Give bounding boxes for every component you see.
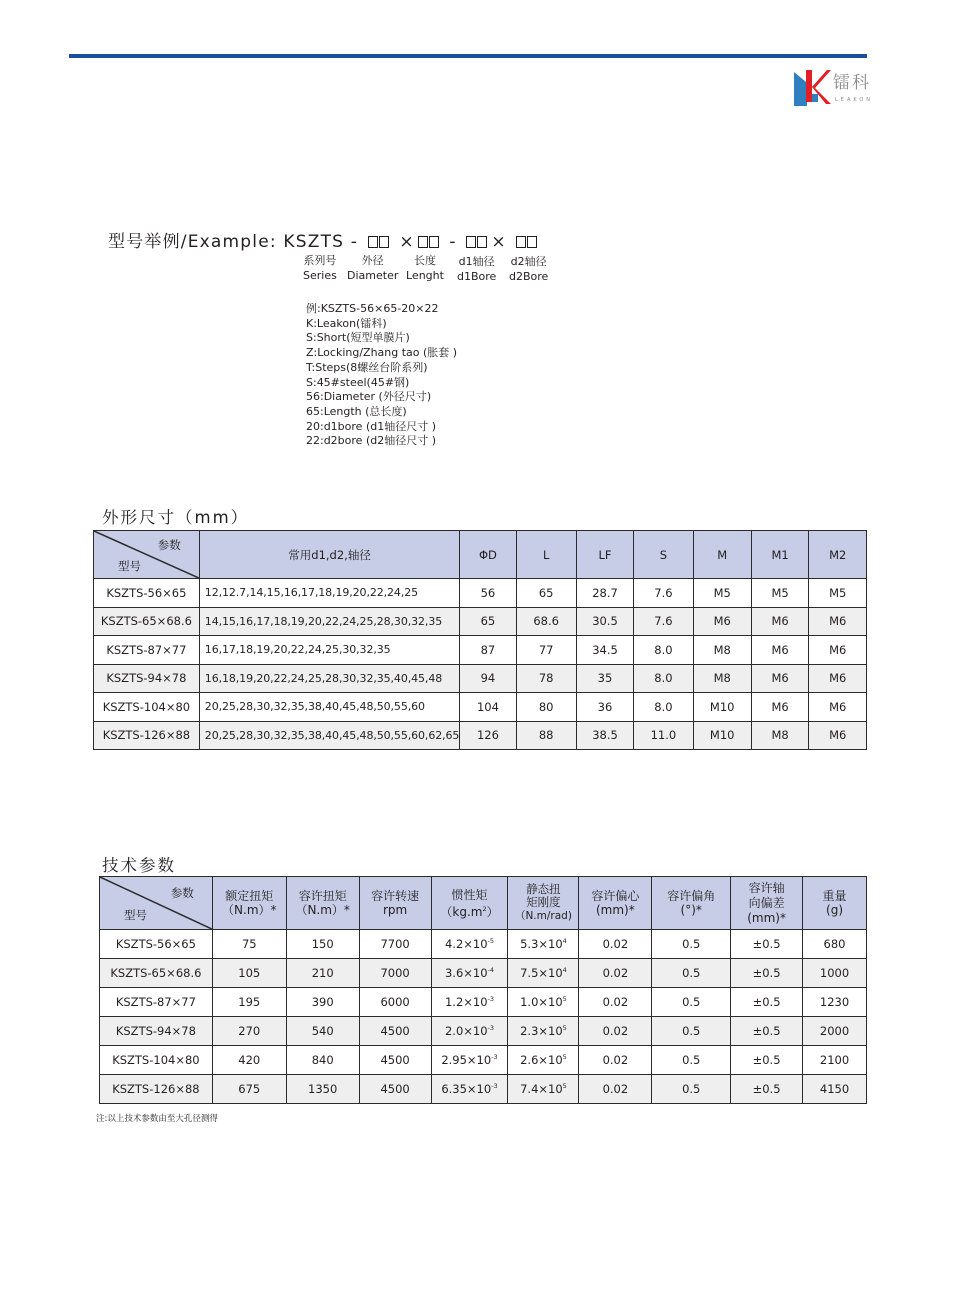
speed-cell: 7700: [359, 930, 431, 959]
value-cell: 104: [460, 693, 516, 722]
model-cell: KSZTS-56×65: [100, 930, 213, 959]
bore-list-cell: 14,15,16,17,18,19,20,22,24,25,28,30,32,35: [199, 607, 460, 636]
header-axial: 容许轴 向偏差 (mm)*: [731, 877, 803, 930]
weight-cell: 680: [803, 930, 867, 959]
value-cell: M6: [809, 636, 867, 665]
corner-header: [100, 877, 213, 930]
column-header: M: [693, 531, 751, 579]
value-cell: M6: [751, 664, 809, 693]
speed-cell: 7000: [359, 959, 431, 988]
table-header-row: [100, 877, 867, 930]
rated-torque-cell: 105: [212, 959, 286, 988]
brand-logo: [793, 68, 873, 108]
model-cell: KSZTS-87×77: [94, 636, 200, 665]
example-line: 22:d2bore (d2轴径尺寸 ): [306, 434, 437, 448]
column-header: ΦD: [460, 531, 516, 579]
inertia-cell: $4.2\times 10^{-5}$: [431, 930, 508, 959]
example-line: T:Steps(8螺丝台阶系列): [306, 360, 428, 374]
bore-list-cell: 16,17,18,19,20,22,24,25,30,32,35: [199, 636, 460, 665]
example-line: Z:Locking/Zhang tao (胀套 ): [306, 346, 458, 360]
value-cell: 7.6: [634, 579, 693, 608]
legend-diameter: 外径 Diameter: [347, 254, 399, 282]
corner-param-label: 参数: [170, 886, 194, 900]
value-cell: M6: [809, 721, 867, 750]
ecc-cell: 0.02: [579, 959, 652, 988]
table-row: [100, 930, 867, 959]
header-rated-torque: 额定扭矩 （N.m）*: [212, 877, 286, 930]
axial-cell: ±0.5: [731, 1075, 803, 1104]
header-inertia: 惯性矩 $(kg.m^2)$: [431, 877, 508, 930]
legend-d2: d2轴径 d2Bore: [509, 255, 549, 283]
axial-cell: ±0.5: [731, 1017, 803, 1046]
max-torque-cell: 150: [286, 930, 359, 959]
example-line: 56:Diameter (外径尺寸): [306, 390, 432, 404]
dimensions-table: [93, 530, 867, 750]
example-line: 65:Length (总长度): [306, 404, 407, 418]
value-cell: 30.5: [576, 607, 634, 636]
angle-cell: 0.5: [652, 1046, 731, 1075]
value-cell: M8: [693, 636, 751, 665]
value-cell: 35: [576, 664, 634, 693]
angle-cell: 0.5: [652, 959, 731, 988]
stiffness-cell: $2.6\times 10^5$: [508, 1046, 579, 1075]
weight-cell: 1230: [803, 988, 867, 1017]
ecc-cell: 0.02: [579, 1075, 652, 1104]
example-line: K:Leakon(镭科): [306, 316, 387, 330]
d2-placeholder: [516, 232, 538, 252]
table-row: [94, 636, 867, 665]
value-cell: 126: [460, 721, 516, 750]
table-row: [100, 1075, 867, 1104]
model-cell: KSZTS-104×80: [94, 693, 200, 722]
stiffness-cell: $7.5\times 10^4$: [508, 959, 579, 988]
technical-title: 技术参数: [102, 856, 176, 875]
example-line: 例:KSZTS-56×65-20×22: [306, 302, 439, 315]
max-torque-cell: 540: [286, 1017, 359, 1046]
legend-d1: d1轴径 d1Bore: [457, 255, 497, 283]
rated-torque-cell: 270: [212, 1017, 286, 1046]
value-cell: 8.0: [634, 693, 693, 722]
model-cell: KSZTS-94×78: [94, 664, 200, 693]
header-max-torque: 容许扭矩 （N.m）*: [286, 877, 359, 930]
inertia-cell: $6.35\times 10^{-3}$: [431, 1075, 508, 1104]
table-row: [94, 664, 867, 693]
column-header: S: [634, 531, 693, 579]
angle-cell: 0.5: [652, 1075, 731, 1104]
value-cell: 34.5: [576, 636, 634, 665]
table-row: [94, 693, 867, 722]
table-row: [94, 579, 867, 608]
header-weight: 重量 (g): [803, 877, 867, 930]
corner-model-label: 型号: [118, 559, 141, 573]
ecc-cell: 0.02: [579, 988, 652, 1017]
value-cell: 56: [460, 579, 516, 608]
value-cell: M6: [751, 693, 809, 722]
speed-cell: 4500: [359, 1046, 431, 1075]
axial-cell: ±0.5: [731, 988, 803, 1017]
d1-placeholder: [466, 232, 488, 252]
table-row: [100, 988, 867, 1017]
diameter-placeholder: [418, 232, 440, 252]
value-cell: M6: [751, 607, 809, 636]
example-line: S:45#steel(45#钢): [306, 375, 410, 389]
table-row: [94, 607, 867, 636]
value-cell: M10: [693, 693, 751, 722]
rated-torque-cell: 195: [212, 988, 286, 1017]
header-rule: [69, 54, 867, 58]
speed-cell: 4500: [359, 1075, 431, 1104]
header-max-speed: 容许转速 rpm: [359, 877, 431, 930]
stiffness-cell: $5.3\times 10^4$: [508, 930, 579, 959]
value-cell: 65: [516, 579, 576, 608]
stiffness-cell: $7.4\times 10^5$: [508, 1075, 579, 1104]
value-cell: M6: [809, 693, 867, 722]
example-prefix: 型号举例/Example: KSZTS -: [108, 232, 359, 252]
inertia-cell: $3.6\times 10^{-4}$: [431, 959, 508, 988]
footnote: 注:以上技术参数由至大孔径测得: [96, 1114, 218, 1124]
max-torque-cell: 840: [286, 1046, 359, 1075]
angle-cell: 0.5: [652, 930, 731, 959]
table-row: [100, 1046, 867, 1075]
value-cell: 36: [576, 693, 634, 722]
corner-header: [94, 531, 200, 579]
example-line: 20:d1bore (d1轴径尺寸 ): [306, 419, 437, 433]
legend-length: 长度 Lenght: [406, 254, 444, 282]
rated-torque-cell: 420: [212, 1046, 286, 1075]
model-example-line: [108, 227, 541, 252]
column-header: 常用d1,d2,轴径: [199, 531, 460, 579]
value-cell: M6: [809, 607, 867, 636]
rated-torque-cell: 75: [212, 930, 286, 959]
times-sign: ×: [399, 232, 415, 252]
angle-cell: 0.5: [652, 1017, 731, 1046]
stiffness-cell: $1.0\times 10^5$: [508, 988, 579, 1017]
value-cell: 68.6: [516, 607, 576, 636]
corner-model-label: 型号: [124, 908, 147, 922]
model-cell: KSZTS-94×78: [100, 1017, 213, 1046]
value-cell: M5: [693, 579, 751, 608]
weight-cell: 2000: [803, 1017, 867, 1046]
value-cell: 11.0: [634, 721, 693, 750]
header-angular: 容许偏角 (°)*: [652, 877, 731, 930]
axial-cell: ±0.5: [731, 959, 803, 988]
weight-cell: 2100: [803, 1046, 867, 1075]
bore-list-cell: 12,12.7,14,15,16,17,18,19,20,22,24,25: [199, 579, 460, 608]
column-header: M1: [751, 531, 809, 579]
example-line: S:Short(短型单膜片): [306, 331, 410, 345]
bore-list-cell: 16,18,19,20,22,24,25,28,30,32,35,40,45,48: [199, 664, 460, 693]
value-cell: 80: [516, 693, 576, 722]
table-row: [100, 959, 867, 988]
value-cell: 77: [516, 636, 576, 665]
inertia-cell: $2.95\times 10^{-3}$: [431, 1046, 508, 1075]
value-cell: 7.6: [634, 607, 693, 636]
ecc-cell: 0.02: [579, 1017, 652, 1046]
model-cell: KSZTS-56×65: [94, 579, 200, 608]
table-header-row: [94, 531, 867, 579]
value-cell: M8: [751, 721, 809, 750]
speed-cell: 4500: [359, 1017, 431, 1046]
inertia-cell: $1.2\times 10^{-3}$: [431, 988, 508, 1017]
value-cell: 28.7: [576, 579, 634, 608]
table-row: [94, 721, 867, 750]
value-cell: M6: [809, 664, 867, 693]
bore-list-cell: 20,25,28,30,32,35,38,40,45,48,50,55,60: [199, 693, 460, 722]
times-sign: ×: [491, 232, 507, 252]
header-stiffness: 静态扭 矩刚度 （N.m/rad): [508, 877, 579, 930]
weight-cell: 1000: [803, 959, 867, 988]
table-row: [100, 1017, 867, 1046]
column-header: LF: [576, 531, 634, 579]
max-torque-cell: 210: [286, 959, 359, 988]
inertia-cell: $2.0\times 10^{-3}$: [431, 1017, 508, 1046]
brand-name-cn: 镭科: [833, 73, 871, 93]
corner-param-label: 参数: [157, 538, 181, 552]
value-cell: 8.0: [634, 636, 693, 665]
ecc-cell: 0.02: [579, 1046, 652, 1075]
model-cell: KSZTS-87×77: [100, 988, 213, 1017]
value-cell: M5: [751, 579, 809, 608]
dimensions-title: 外形尺寸（mm）: [102, 508, 250, 527]
technical-table: [99, 876, 867, 1104]
weight-cell: 4150: [803, 1075, 867, 1104]
value-cell: M8: [693, 664, 751, 693]
axial-cell: ±0.5: [731, 1046, 803, 1075]
value-cell: 94: [460, 664, 516, 693]
value-cell: M5: [809, 579, 867, 608]
angle-cell: 0.5: [652, 988, 731, 1017]
speed-cell: 6000: [359, 988, 431, 1017]
dash-sign: -: [449, 232, 457, 252]
series-placeholder: [368, 232, 390, 252]
value-cell: M6: [693, 607, 751, 636]
brand-name-en: LEAKON: [835, 97, 874, 103]
max-torque-cell: 390: [286, 988, 359, 1017]
column-header: L: [516, 531, 576, 579]
axial-cell: ±0.5: [731, 930, 803, 959]
column-header: M2: [809, 531, 867, 579]
value-cell: 65: [460, 607, 516, 636]
model-cell: KSZTS-65×68.6: [94, 607, 200, 636]
value-cell: 8.0: [634, 664, 693, 693]
stiffness-cell: $2.3\times 10^5$: [508, 1017, 579, 1046]
ecc-cell: 0.02: [579, 930, 652, 959]
model-cell: KSZTS-126×88: [94, 721, 200, 750]
value-cell: 87: [460, 636, 516, 665]
model-cell: KSZTS-126×88: [100, 1075, 213, 1104]
value-cell: 38.5: [576, 721, 634, 750]
bore-list-cell: 20,25,28,30,32,35,38,40,45,48,50,55,60,62,65: [199, 721, 460, 750]
rated-torque-cell: 675: [212, 1075, 286, 1104]
header-eccentricity: 容许偏心 (mm)*: [579, 877, 652, 930]
legend-series: 系列号 Series: [303, 254, 337, 282]
model-cell: KSZTS-65×68.6: [100, 959, 213, 988]
lk-logo-icon: [793, 68, 831, 108]
max-torque-cell: 1350: [286, 1075, 359, 1104]
value-cell: M6: [751, 636, 809, 665]
value-cell: M10: [693, 721, 751, 750]
value-cell: 78: [516, 664, 576, 693]
value-cell: 88: [516, 721, 576, 750]
model-cell: KSZTS-104×80: [100, 1046, 213, 1075]
example-explanation-list: [306, 302, 457, 449]
